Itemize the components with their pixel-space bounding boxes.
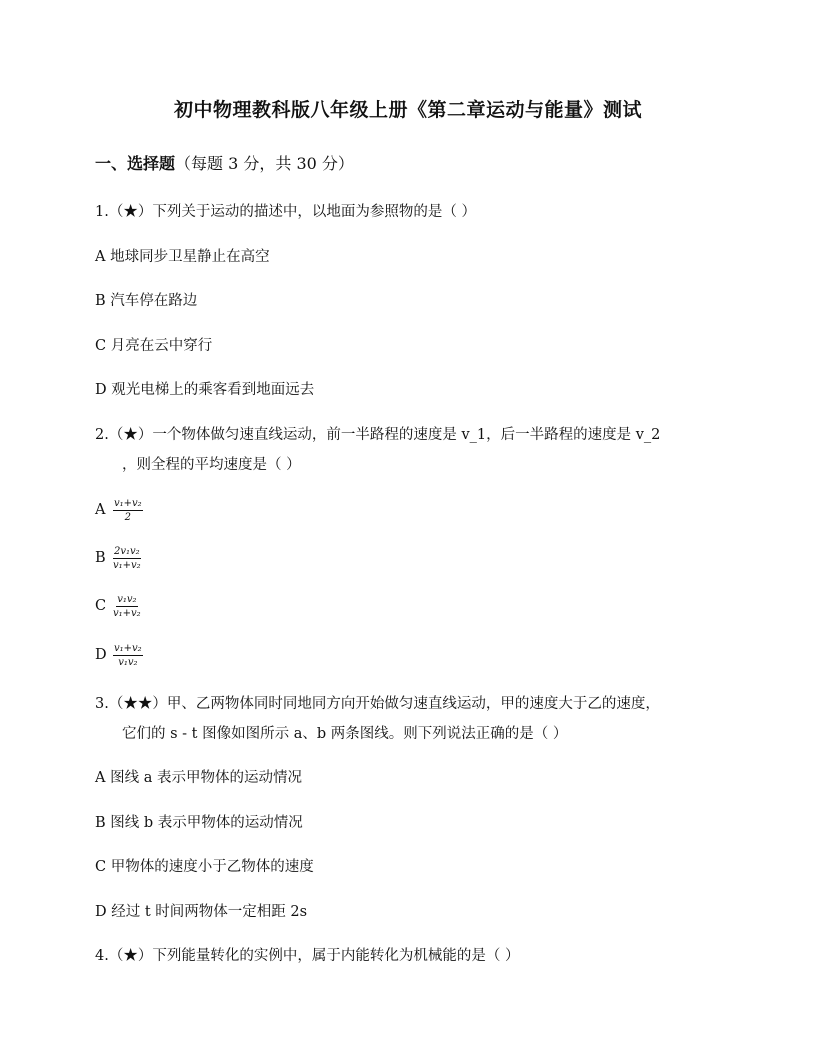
option-letter: A bbox=[95, 502, 106, 518]
option-fraction bbox=[113, 643, 143, 668]
option-letter: C bbox=[95, 598, 107, 614]
question-2-option-c bbox=[95, 589, 141, 623]
question-2-option-d bbox=[95, 638, 143, 672]
fraction-numerator: 2v₁v₂ bbox=[114, 545, 140, 557]
fraction-denominator: v₁+v₂ bbox=[113, 559, 141, 571]
option-fraction bbox=[113, 546, 141, 571]
question-3-stem-line-1: 3.（★★）甲、乙两物体同时同地同方向开始做匀速直线运动，甲的速度大于乙的速度， bbox=[95, 696, 660, 712]
question-4-stem: 4.（★）下列能量转化的实例中，属于内能转化为机械能的是（ ） bbox=[95, 948, 520, 964]
option-fraction bbox=[113, 498, 143, 523]
fraction-denominator: 2 bbox=[124, 511, 132, 523]
section-score-note: （每题 3 分，共 30 分） bbox=[175, 154, 354, 173]
question-1-stem: 1.（★）下列关于运动的描述中，以地面为参照物的是（ ） bbox=[95, 204, 476, 220]
fraction-numerator: v₁v₂ bbox=[117, 593, 137, 605]
question-1-option-b: B 汽车停在路边 bbox=[95, 293, 198, 309]
question-3-option-c: C 甲物体的速度小于乙物体的速度 bbox=[95, 859, 314, 875]
question-1-option-a: A 地球同步卫星静止在高空 bbox=[95, 249, 270, 265]
question-3-option-a: A 图线 a 表示甲物体的运动情况 bbox=[95, 770, 302, 786]
question-3-option-d: D 经过 t 时间两物体一定相距 2s bbox=[95, 904, 308, 920]
option-fraction bbox=[113, 594, 141, 619]
question-2-stem-line-1: 2.（★）一个物体做匀速直线运动，前一半路程的速度是 v_1，后一半路程的速度是 v_2 bbox=[95, 427, 661, 443]
fraction-denominator: v₁+v₂ bbox=[113, 607, 141, 619]
question-2-stem-line-2: ，则全程的平均速度是（ ） bbox=[122, 457, 301, 473]
fraction-denominator: v₁v₂ bbox=[118, 656, 138, 668]
option-letter: B bbox=[95, 550, 106, 566]
fraction-numerator: v₁+v₂ bbox=[114, 642, 142, 654]
section-title: 一、选择题 bbox=[95, 154, 176, 173]
question-2-option-a bbox=[95, 493, 143, 527]
question-1-option-d: D 观光电梯上的乘客看到地面远去 bbox=[95, 382, 315, 398]
question-3-option-b: B 图线 b 表示甲物体的运动情况 bbox=[95, 815, 303, 831]
fraction-numerator: v₁+v₂ bbox=[114, 497, 142, 509]
document-title: 初中物理教科版八年级上册《第二章运动与能量》测试 bbox=[173, 99, 642, 121]
question-1-option-c: C 月亮在云中穿行 bbox=[95, 338, 213, 354]
question-3-stem-line-2: 它们的 s - t 图像如图所示 a、b 两条图线。则下列说法正确的是（ ） bbox=[122, 726, 568, 742]
question-2-option-b bbox=[95, 541, 141, 575]
option-letter: D bbox=[95, 647, 107, 663]
section-heading bbox=[95, 151, 354, 174]
